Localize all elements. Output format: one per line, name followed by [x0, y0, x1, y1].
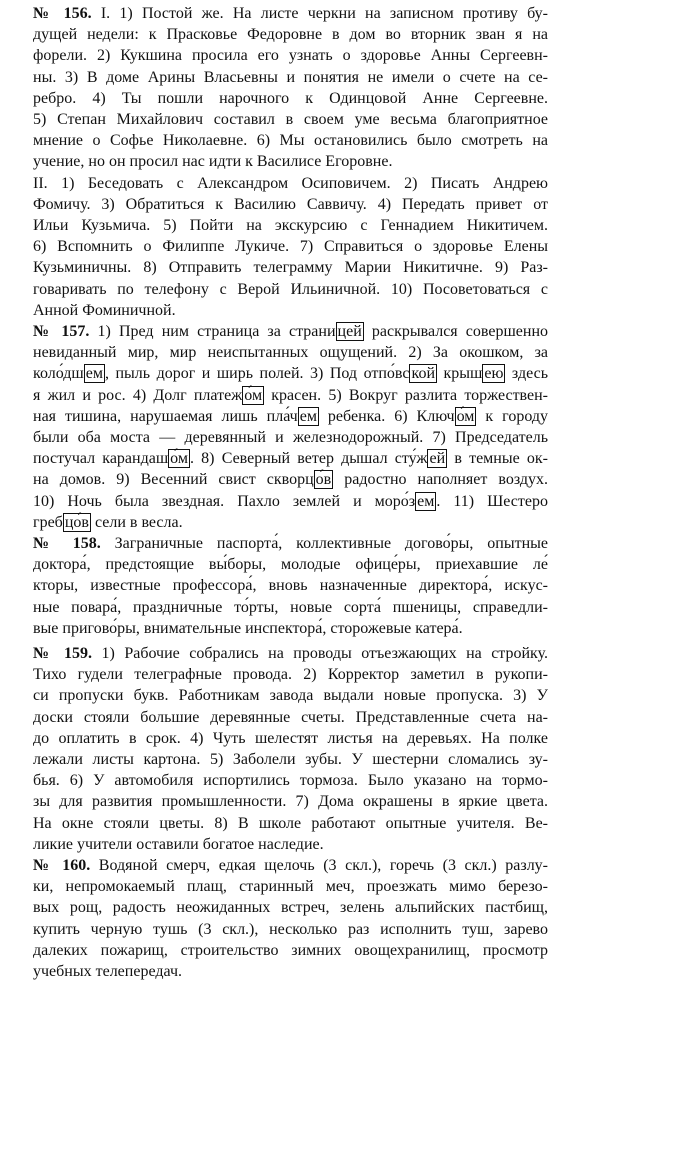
text-segment: На окне стояли цветы. 8) В школе работают опытные учителя. Ве- — [33, 814, 548, 832]
boxed-ending: цей — [337, 323, 362, 340]
boxed-ending: ем — [85, 365, 103, 383]
exercise-number: № 156. — [33, 5, 92, 22]
text-segment: форели. 2) Кукшина просила его узнать о здоровье Анны Сергеевн- — [33, 47, 548, 65]
text-line — [33, 469, 548, 490]
text-line — [33, 707, 548, 728]
text-line — [33, 215, 548, 236]
boxed-ending: ею — [484, 365, 504, 383]
text-segment: я жил и рос. 4) Долг платеж — [33, 386, 243, 404]
boxed-ending: ем — [299, 407, 317, 425]
text-segment: си пропуски букв. Работникам завода выдали новые пропуска. 3) У — [33, 687, 548, 705]
text-line — [33, 173, 548, 194]
text-line — [33, 643, 548, 664]
text-line — [33, 321, 548, 342]
text-segment: сели в весла. — [90, 513, 183, 531]
text-line — [33, 512, 548, 533]
text-line — [33, 664, 548, 685]
text-segment: говаривать по телефону с Верой Ильиничной. 10) Посоветоваться с — [33, 280, 548, 298]
text-line — [33, 685, 548, 706]
text-segment: Анной Фоминичной. — [33, 301, 176, 319]
text-segment: 10) Ночь была звездная. Пахло землей и моро́з — [33, 492, 416, 510]
text-line — [33, 300, 548, 321]
text-line — [33, 363, 548, 384]
text-segment: далеких пожарищ, строительство зимних овощехранилищ, просмотр — [33, 941, 548, 959]
text-line — [33, 897, 548, 918]
text-segment: были оба моста — деревянный и железнодорожный. 7) Председатель — [33, 429, 548, 446]
text-segment: Заграничные паспорта́, коллективные догово́ры, опытные — [100, 535, 548, 552]
text-line — [33, 491, 548, 512]
text-line — [33, 618, 548, 639]
text-segment: крыш — [437, 365, 483, 383]
text-segment: 6) Вспомнить о Филиппе Лукиче. 7) Справиться о здоровье Елены — [33, 238, 548, 256]
text-line — [33, 855, 548, 876]
text-segment: ребро. 4) Ты пошли нарочного к Одинцовой Анне Сергеевне. — [33, 89, 548, 107]
text-line — [33, 130, 548, 151]
text-line — [33, 876, 548, 897]
text-segment: ребенка. 6) Ключ — [318, 407, 455, 425]
text-segment: кторы, известные профессора́, вновь назначенные директора́, искус- — [33, 577, 548, 595]
text-segment: красен. 5) Вокруг разлита торжествен- — [264, 386, 549, 404]
text-segment: раскрывался совершенно — [363, 323, 549, 340]
boxed-ending: цо́в — [64, 513, 89, 531]
text-line — [33, 3, 548, 24]
text-segment: 5) Степан Михайлович составил в своем уме весьма благоприятное — [33, 111, 548, 128]
text-line — [33, 194, 548, 215]
text-segment: коло — [33, 365, 64, 383]
text-segment: . 8) Северный ветер дышал сту́ж — [190, 450, 428, 468]
text-segment: здесь — [505, 365, 548, 383]
text-segment: учебных телепередач. — [33, 963, 182, 980]
text-line — [33, 257, 548, 278]
text-line — [33, 749, 548, 770]
text-line — [33, 385, 548, 406]
text-segment: зы для развития промышленности. 7) Дома окрашены в яркие цвета. — [33, 793, 548, 811]
text-line — [33, 67, 548, 88]
text-segment: в темные ок- — [447, 450, 548, 468]
text-segment: Ильи Кузьмича. 5) Пойти на экскурсию с Геннадием Никитичем. — [33, 217, 548, 234]
text-line — [33, 406, 548, 427]
text-segment: ны. 3) В доме Арины Власьевны и понятия не имели о счете на се- — [33, 68, 548, 86]
text-segment: Фомичу. 3) Обратиться к Василию Саввичу. 4) Передать привет от — [33, 195, 548, 213]
text-line — [33, 728, 548, 749]
exercise-number: № 158. — [33, 535, 101, 552]
text-line — [33, 24, 548, 45]
text-segment: доктора́, предстоящие вы́боры, молодые офице́ры, приехавшие ле́ — [33, 556, 548, 574]
text-segment: вые пригово́ры, внимательные инспектора́, сторожевые катера́. — [33, 619, 463, 637]
text-line — [33, 533, 548, 554]
exercise-number: № 157. — [33, 323, 90, 340]
boxed-ending: о́м — [170, 450, 188, 468]
text-segment: греб — [33, 513, 63, 531]
text-segment: к городу — [476, 407, 548, 425]
text-segment: ́дш — [63, 365, 84, 383]
text-segment: на домов. 9) Весенний свист скворц — [33, 471, 314, 489]
boxed-ending: о́м — [244, 386, 263, 404]
text-line — [33, 940, 548, 961]
text-segment: до оплатить в срок. 4) Чуть шелестят листья на деревьях. На полке — [33, 729, 548, 747]
exercise-number: № 160. — [33, 857, 91, 874]
text-line — [33, 919, 548, 940]
exercise-number: № 159. — [33, 645, 93, 662]
text-segment: Тихо гудели телеграфные провода. 2) Корректор заметил в рукопи- — [33, 666, 548, 684]
text-line — [33, 236, 548, 257]
text-line — [33, 427, 548, 448]
text-segment: I. 1) Постой же. На листе черкни на записном противу бу- — [91, 5, 549, 22]
boxed-ending: ей — [429, 450, 446, 468]
text-line — [33, 770, 548, 791]
text-line — [33, 597, 548, 618]
text-line — [33, 961, 548, 982]
text-line — [33, 813, 548, 834]
text-segment: дущей недели: к Прасковье Федоровне в дом во вторник зван я на — [33, 26, 548, 44]
boxed-ending: ем — [417, 492, 435, 510]
boxed-ending: кой — [411, 365, 436, 383]
text-segment: учение, но он просил нас идти к Василисе Егоровне. — [33, 153, 393, 171]
text-segment: 1) Рабочие собрались на проводы отъезжающих на стройку. — [92, 645, 549, 662]
text-line — [33, 279, 548, 300]
text-segment: бья. 6) У автомобиля испортились тормоза. Было указано на тормо- — [33, 772, 548, 790]
text-segment: купить черную тушь (3 скл.), несколько раз исполнить туш, зарево — [33, 920, 548, 938]
text-line — [33, 791, 548, 812]
text-segment: 1) Пред ним страница за страни — [89, 323, 336, 340]
boxed-ending: о́м — [456, 407, 475, 425]
text-segment: ные повара́, праздничные то́рты, новые сорта́ пшеницы, справедли- — [33, 598, 548, 616]
text-segment: радостно наполняет воздух. — [333, 471, 548, 489]
text-line — [33, 834, 548, 855]
text-line — [33, 448, 548, 469]
text-segment: II. 1) Беседовать с Александром Осиповичем. 2) Писать Андрею — [33, 174, 548, 192]
text-line — [33, 45, 548, 66]
text-segment: ки, непромокаемый плащ, старинный меч, проезжать мимо березо- — [33, 878, 548, 896]
text-line — [33, 109, 548, 130]
text-line — [33, 575, 548, 596]
text-line — [33, 88, 548, 109]
text-segment: ная тишина, нарушаемая лишь пла́ч — [33, 407, 298, 425]
text-segment: Кузьминичны. 8) Отправить телеграмму Марии Никитичне. 9) Раз- — [33, 259, 548, 277]
text-line — [33, 554, 548, 575]
text-line — [33, 151, 548, 172]
text-segment: ликие учители оставили богатое наследие. — [33, 835, 324, 853]
text-segment: невиданный мир, мир неиспытанных ощущений. 2) За окошком, за — [33, 344, 548, 362]
text-segment: доски стояли большие деревянные счеты. Представленные счета на- — [33, 708, 548, 726]
text-segment: лежали листы картона. 5) Заболели зубы. У шестерни сломались зу- — [33, 751, 548, 768]
text-line — [33, 342, 548, 363]
text-segment: , пыль дорог и ширь полей. 3) Под отпо́вс — [104, 365, 410, 383]
text-segment: постучал карандаш — [33, 450, 169, 468]
text-segment: мнение о Софье Николаевне. 6) Мы остановились было смотреть на — [33, 132, 548, 150]
boxed-ending: о́в — [315, 471, 332, 489]
text-segment: . 11) Шестеро — [436, 492, 548, 510]
text-segment: Водяной смерч, едкая щелочь (3 скл.), горечь (3 скл.) разлу- — [90, 857, 549, 874]
text-segment: вых рощ, радость неожиданных встреч, зелень альпийских пастбищ, — [33, 899, 548, 917]
